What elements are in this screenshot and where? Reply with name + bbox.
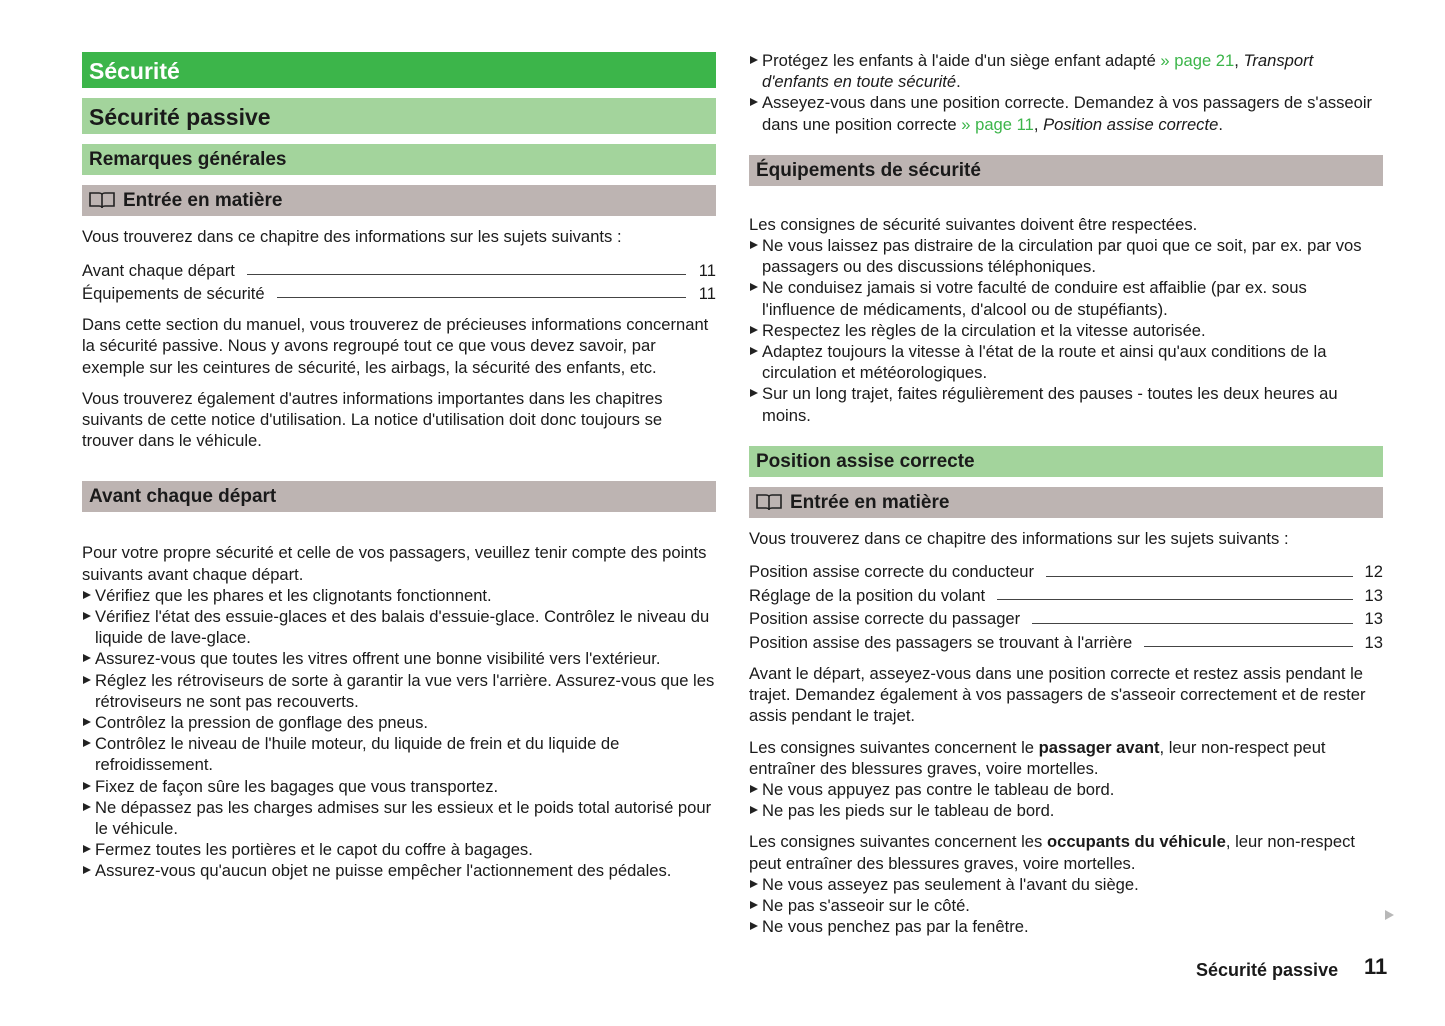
text-segment: Vous trouverez dans ce chapitre des informations sur les sujets suivants : bbox=[749, 528, 1289, 548]
toc-label: Position assise correcte du passager bbox=[749, 609, 1021, 629]
book-icon bbox=[756, 492, 790, 513]
text-segment: Transport d'enfants en toute sécurité bbox=[762, 51, 1314, 92]
toc-label: Réglage de la position du volant bbox=[749, 585, 986, 605]
section-heading bbox=[749, 487, 1383, 518]
text-segment: Sur un long trajet, faites régulièrement des pauses - toutes les deux heures au moins. bbox=[762, 384, 1338, 425]
spacer bbox=[749, 426, 1383, 446]
toc-leader-line bbox=[247, 274, 686, 275]
text-segment: , leur non-respect peut entraîner des blessures graves, voire mortelles. bbox=[749, 737, 1326, 778]
toc-page-number: 13 bbox=[1364, 632, 1383, 652]
text-segment: Avant le départ, asseyez-vous dans une position correcte et restez assis pendant le trajet. Demandez également à vos passagers de s'asseoir correctement et de rester assis pendant le trajet. bbox=[749, 664, 1366, 726]
spacer bbox=[749, 135, 1383, 155]
heading-text: Remarques générales bbox=[89, 149, 287, 170]
spacer bbox=[82, 461, 716, 481]
toc-label: Position assise correcte du conducteur bbox=[749, 562, 1035, 582]
bullet-item bbox=[82, 648, 716, 669]
toc-page-number: 12 bbox=[1364, 562, 1383, 582]
text-segment: occupants du véhicule bbox=[1046, 832, 1226, 852]
bullet-item bbox=[749, 383, 1383, 425]
text-segment: Vous trouverez dans ce chapitre des informations sur les sujets suivants : bbox=[82, 227, 622, 246]
toc-page-number: 11 bbox=[698, 284, 716, 303]
bullet-item bbox=[82, 776, 716, 797]
toc-row[interactable] bbox=[749, 583, 1383, 607]
text-segment: Réglez les rétroviseurs de sorte à garantir la vue vers l'arrière. Assurez-vous que les rétroviseurs ne sont pas recouverts. bbox=[95, 670, 715, 711]
spacer bbox=[749, 196, 1383, 214]
table-of-contents bbox=[82, 257, 716, 304]
page-link[interactable]: » page 21 bbox=[1160, 51, 1235, 70]
toc-row[interactable] bbox=[82, 257, 716, 281]
toc-label: Position assise des passagers se trouvant à l'arrière bbox=[749, 632, 1133, 652]
text-segment: passager avant bbox=[1038, 737, 1160, 757]
section-heading bbox=[82, 52, 716, 88]
section-heading bbox=[749, 155, 1383, 186]
text-segment: . bbox=[956, 72, 961, 92]
bullet-item bbox=[749, 874, 1383, 895]
paragraph bbox=[749, 737, 1383, 779]
bullet-item bbox=[82, 670, 716, 712]
text-segment: , bbox=[1234, 51, 1244, 70]
bullet-item bbox=[749, 92, 1383, 134]
section-heading bbox=[82, 481, 716, 512]
toc-leader-line bbox=[1144, 646, 1353, 647]
toc-row[interactable] bbox=[749, 606, 1383, 630]
book-icon bbox=[89, 190, 123, 211]
paragraph bbox=[749, 831, 1383, 873]
footer-section-title: Sécurité passive bbox=[1196, 960, 1339, 980]
right-column bbox=[749, 50, 1383, 937]
text-segment: Ne conduisez jamais si votre faculté de conduire est affaiblie (par ex. sous l'influence de médicaments, d'alcool ou de stupéfiants). bbox=[762, 278, 1307, 319]
text-segment: Assurez-vous que toutes les vitres offrent une bonne visibilité vers l'extérieur. bbox=[95, 649, 661, 669]
text-segment: Ne pas s'asseoir sur le côté. bbox=[762, 896, 970, 916]
toc-row[interactable] bbox=[82, 281, 716, 305]
bullet-item bbox=[749, 341, 1383, 383]
bullet-item bbox=[749, 235, 1383, 277]
text-segment: Protégez les enfants à l'aide d'un siège enfant adapté bbox=[762, 51, 1161, 70]
toc-page-number: 13 bbox=[1364, 585, 1383, 605]
section-heading bbox=[82, 98, 716, 134]
bullet-item bbox=[82, 606, 716, 648]
toc-page-number: 11 bbox=[698, 260, 716, 280]
paragraph bbox=[82, 542, 716, 584]
text-segment: Respectez les règles de la circulation et la vitesse autorisée. bbox=[762, 320, 1206, 340]
toc-label: Avant chaque départ bbox=[82, 260, 235, 280]
text-segment: Ne vous laissez pas distraire de la circulation par quoi que ce soit, par ex. par vos passagers ou des discussions téléphoniques. bbox=[762, 236, 1362, 277]
text-segment: Contrôlez le niveau de l'huile moteur, du liquide de frein et du liquide de refroidissement. bbox=[95, 734, 620, 775]
paragraph bbox=[82, 314, 716, 378]
toc-page-number: 13 bbox=[1364, 609, 1383, 629]
toc-leader-line bbox=[1032, 623, 1353, 624]
bullet-item bbox=[749, 277, 1383, 319]
toc-label: Équipements de sécurité bbox=[82, 284, 265, 303]
text-segment: Pour votre propre sécurité et celle de vos passagers, veuillez tenir compte des points suivants avant chaque départ. bbox=[82, 543, 707, 584]
heading-text: Sécurité bbox=[89, 58, 180, 84]
bullet-item bbox=[749, 895, 1383, 916]
bullet-item bbox=[82, 712, 716, 733]
paragraph bbox=[82, 388, 716, 452]
text-segment: . bbox=[1218, 114, 1223, 134]
heading-text: Sécurité passive bbox=[89, 104, 271, 130]
text-segment: Vérifiez que les phares et les clignotants fonctionnent. bbox=[95, 585, 492, 605]
text-segment: , bbox=[1033, 114, 1044, 134]
text-segment: Asseyez-vous dans une position correcte. Demandez à vos passagers de s'asseoir dans une position correcte bbox=[762, 93, 1373, 134]
bullet-item bbox=[82, 733, 716, 775]
bullet-item bbox=[82, 585, 716, 606]
paragraph bbox=[749, 214, 1383, 235]
text-segment: Vérifiez l'état des essuie-glaces et des balais d'essuie-glace. Contrôlez le niveau du liquide de lave-glace. bbox=[95, 607, 710, 648]
spacer bbox=[82, 522, 716, 542]
footer-page-number: 11 bbox=[1364, 954, 1388, 979]
heading-text: Avant chaque départ bbox=[89, 486, 277, 508]
continue-arrow-icon bbox=[1385, 910, 1394, 920]
text-segment: Contrôlez la pression de gonflage des pneus. bbox=[95, 713, 429, 733]
text-segment: Assurez-vous qu'aucun objet ne puisse empêcher l'actionnement des pédales. bbox=[95, 861, 672, 881]
bullet-item bbox=[82, 797, 716, 839]
heading-text: Position assise correcte bbox=[756, 450, 975, 472]
spacer bbox=[749, 821, 1383, 831]
toc-row[interactable] bbox=[749, 630, 1383, 654]
heading-text: Équipements de sécurité bbox=[756, 159, 981, 181]
section-heading bbox=[82, 144, 716, 175]
text-segment: Les consignes de sécurité suivantes doivent être respectées. bbox=[749, 214, 1198, 234]
text-segment: Position assise correcte bbox=[1043, 114, 1219, 134]
left-column bbox=[82, 52, 716, 882]
text-segment: Adaptez toujours la vitesse à l'état de la route et ainsi qu'aux conditions de la circulation et météorologiques. bbox=[762, 342, 1327, 383]
bullet-item bbox=[749, 779, 1383, 800]
bullet-item bbox=[749, 916, 1383, 937]
text-segment: Ne vous appuyez pas contre le tableau de bord. bbox=[762, 780, 1115, 800]
toc-leader-line bbox=[997, 599, 1353, 600]
text-segment: Dans cette section du manuel, vous trouverez de précieuses informations concernant la sécurité passive. Nous y avons regroupé tout ce que vous devez savoir, par exemple sur les ceintures de sécurité, les airbags, la sécurité des enfants, etc. bbox=[82, 315, 709, 377]
page-link[interactable]: » page 11 bbox=[961, 114, 1034, 134]
text-segment: Ne pas les pieds sur le tableau de bord. bbox=[762, 801, 1055, 821]
bullet-item bbox=[82, 839, 716, 860]
bullet-item bbox=[749, 320, 1383, 341]
toc-row[interactable] bbox=[749, 559, 1383, 583]
paragraph bbox=[749, 663, 1383, 727]
text-segment: Ne dépassez pas les charges admises sur les essieux et le poids total autorisé pour le véhicule. bbox=[95, 797, 712, 839]
toc-leader-line bbox=[1046, 576, 1353, 577]
text-segment: Fixez de façon sûre les bagages que vous transportez. bbox=[95, 776, 499, 796]
text-segment: Fermez toutes les portières et le capot du coffre à bagages. bbox=[95, 840, 533, 860]
text-segment: Ne vous asseyez pas seulement à l'avant du siège. bbox=[762, 874, 1139, 894]
heading-text: Entrée en matière bbox=[790, 491, 950, 513]
heading-text: Entrée en matière bbox=[123, 190, 283, 211]
bullet-item bbox=[82, 860, 716, 881]
text-segment: , leur non-respect peut entraîner des blessures graves, voire mortelles. bbox=[749, 832, 1355, 873]
text-segment: Les consignes suivantes concernent les bbox=[749, 832, 1047, 852]
text-segment: Vous trouverez également d'autres informations importantes dans les chapitres suivants de cette notice d'utilisation. La notice d'utilisation doit donc toujours se trouver dans le véhicule. bbox=[82, 388, 663, 451]
paragraph bbox=[82, 226, 716, 247]
text-segment: Les consignes suivantes concernent le bbox=[749, 737, 1039, 757]
toc-leader-line bbox=[277, 297, 686, 298]
section-heading bbox=[82, 185, 716, 216]
bullet-item bbox=[749, 800, 1383, 821]
bullet-item bbox=[749, 50, 1383, 92]
text-segment: Ne vous penchez pas par la fenêtre. bbox=[762, 917, 1029, 937]
paragraph bbox=[749, 528, 1383, 549]
section-heading bbox=[749, 446, 1383, 477]
table-of-contents bbox=[749, 559, 1383, 653]
